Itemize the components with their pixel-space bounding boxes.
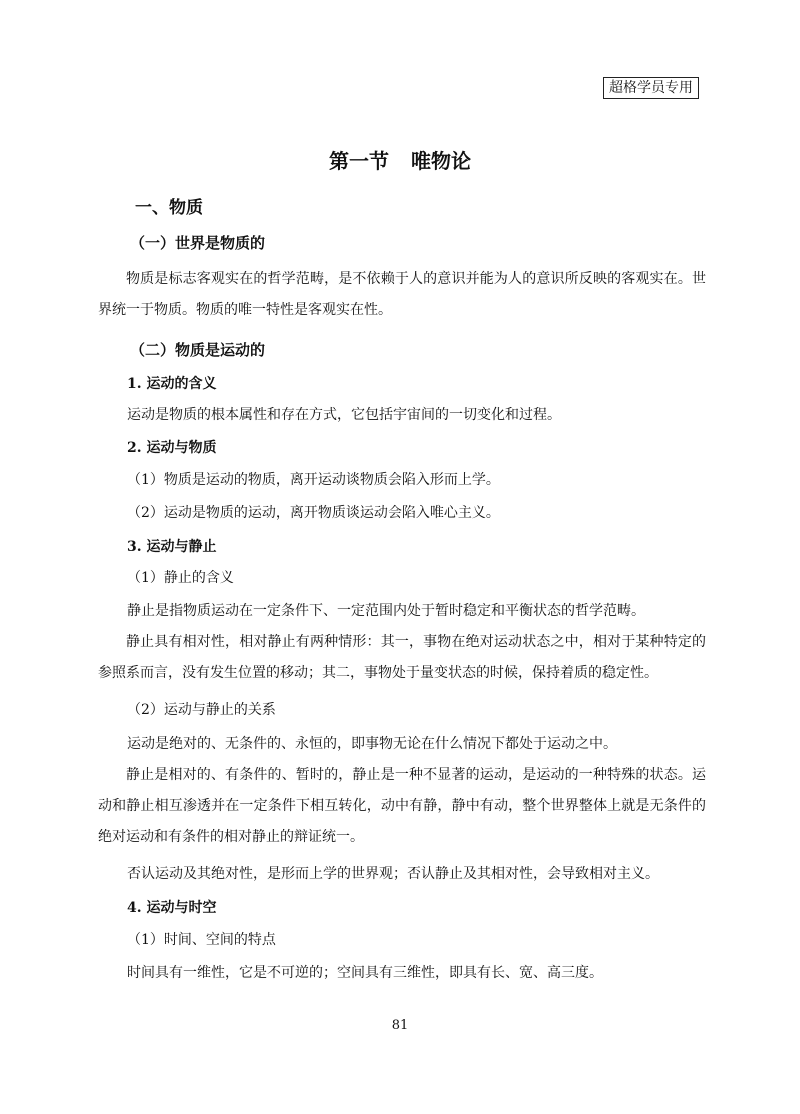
section-number: 第一节 — [329, 149, 389, 173]
paragraph-denial-consequences: 否认运动及其绝对性，是形而上学的世界观；否认静止及其相对性，会导致相对主义。 — [127, 866, 659, 882]
list-item: （2）运动是物质的运动，离开物质谈运动会陷入唯心主义。 — [127, 505, 500, 521]
heading-world-is-material: （一）世界是物质的 — [130, 234, 266, 252]
list-item: （1）物质是运动的物质，离开运动谈物质会陷入形而上学。 — [127, 472, 500, 488]
heading-matter: 一、物质 — [135, 198, 203, 218]
heading-matter-in-motion: （二）物质是运动的 — [130, 341, 266, 359]
paragraph-motion-meaning: 运动是物质的根本属性和存在方式，它包括宇宙间的一切变化和过程。 — [127, 407, 561, 423]
student-only-badge: 超格学员专用 — [603, 77, 699, 99]
heading-motion-and-matter: 2. 运动与物质 — [127, 440, 217, 456]
page-title — [0, 148, 800, 174]
subheading-motion-rest-relation: （2）运动与静止的关系 — [127, 702, 276, 718]
paragraph-motion-absolute: 运动是绝对的、无条件的、永恒的，即事物无论在什么情况下都处于运动之中。 — [127, 736, 617, 752]
subheading-time-space-features: （1）时间、空间的特点 — [127, 932, 276, 948]
paragraph-rest-relative: 静止是相对的、有条件的、暂时的，静止是一种不显著的运动，是运动的一种特殊的状态。运动和静止相互渗透并在一定条件下相互转化，动中有静，静中有动，整个世界整体上就是无条件的绝对运动和有条件的相对静止的辩证统一。 — [98, 767, 706, 845]
paragraph-time-space: 时间具有一维性，它是不可逆的；空间具有三维性，即具有长、宽、高三度。 — [127, 965, 603, 981]
subheading-rest-meaning: （1）静止的含义 — [127, 570, 234, 586]
paragraph-matter-definition: 物质是标志客观实在的哲学范畴，是不依赖于人的意识并能为人的意识所反映的客观实在。世界统一于物质。物质的唯一特性是客观实在性。 — [98, 271, 706, 318]
paragraph-rest-definition: 静止是指物质运动在一定条件下、一定范围内处于暂时稳定和平衡状态的哲学范畴。 — [127, 603, 645, 619]
heading-motion-meaning: 1. 运动的含义 — [127, 376, 217, 392]
page-number: 81 — [391, 1018, 409, 1033]
section-name: 唯物论 — [411, 149, 471, 173]
paragraph-rest-relativity: 静止具有相对性，相对静止有两种情形：其一，事物在绝对运动状态之中，相对于某种特定的参照系而言，没有发生位置的移动；其二，事物处于量变状态的时候，保持着质的稳定性。 — [98, 634, 706, 681]
heading-motion-and-spacetime: 4. 运动与时空 — [127, 900, 217, 916]
heading-motion-and-rest: 3. 运动与静止 — [127, 539, 217, 555]
